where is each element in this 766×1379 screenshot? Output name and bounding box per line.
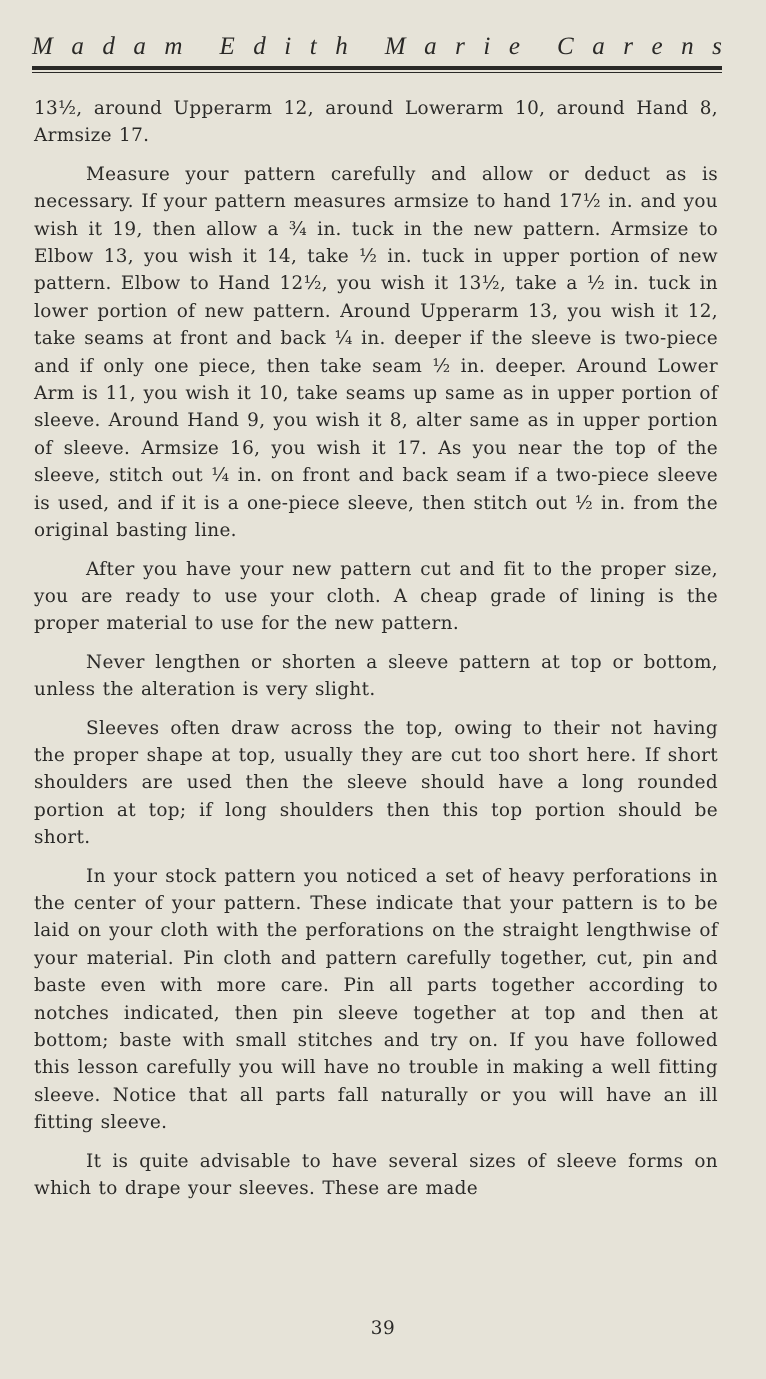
header-letter: d [102,33,115,60]
header-letter: i [284,33,292,60]
header-letter: m [164,33,183,60]
header-rule-thick [32,66,722,70]
paragraph-sleeves-draw: Sleeves often draw across the top, owing to their not having the proper shape at top, usually they are cut too short here. If short shoulders are used then the sleeve should have a long rounded portion at top; if long shoulders then this top portion should be short. [34,717,718,849]
header-letter: h [335,33,348,60]
header-letter: r [455,33,465,60]
header-letter: d [253,33,266,60]
paragraph-measure-pattern: Measure your pattern carefully and allow or deduct as is necessary. If your pattern measures armsize to hand 17½ in. and you wish it 19, then allow a ¾ in. tuck in the new pattern. Armsize to Elbow 13, you wish it 14, take ½ in. tuck in upper portion of new pattern. Elbow to Hand 12½, you wish it 13½, take a ½ in. tuck in lower portion of new pattern. Around Upperarm 13, you wish it 12, take seams at front and back ¼ in. deeper if the sleeve is two-piece and if only one piece, then take seam ½ in. deeper. Around Lower Arm is 11, you wish it 10, take seams up same as in upper portion of sleeve. Around Hand 9, you wish it 8, alter same as in upper portion of sleeve. Armsize 16, you wish it 17. As you near the top of the sleeve, stitch out ¼ in. on front and back seam if a two-piece sleeve is used, and if it is a one-piece sleeve, then stitch out ½ in. from the original basting line. [34,163,718,542]
header-letter: s [712,33,722,60]
running-head-title [32,30,722,64]
header-letter: a [424,33,437,60]
header-letter: a [71,33,84,60]
header-letter: a [133,33,146,60]
header-letter: E [219,33,235,60]
paragraph-new-pattern: After you have your new pattern cut and fit to the proper size, you are ready to use your cloth. A cheap grade of lining is the proper material to use for the new pattern. [34,558,718,635]
header-letter: M [384,33,406,60]
page-number: 39 [370,1318,396,1339]
header-rule-thin [32,72,722,73]
paragraph-sleeve-forms: It is quite advisable to have several sizes of sleeve forms on which to drape your sleeves. These are made [34,1150,718,1200]
header-letter: a [592,33,605,60]
header-letter: C [556,33,574,60]
running-header [32,30,722,64]
paragraph-continuation: 13½, around Upperarm 12, around Lowerarm 10, around Hand 8, Armsize 17. [34,98,718,147]
body-text [34,95,718,1202]
header-letter: n [681,33,694,60]
header-letter: e [651,33,663,60]
header-letter: r [623,33,633,60]
header-letter: M [32,33,53,60]
paragraph-never-lengthen: Never lengthen or shorten a sleeve pattern at top or bottom, unless the alteration is very slight. [34,651,718,701]
header-letter: t [309,33,317,60]
paragraph-stock-pattern: In your stock pattern you noticed a set of heavy perforations in the center of your pattern. These indicate that your pattern is to be laid on your cloth with the perforations on the straight lengthwise of your material. Pin cloth and pattern carefully together, cut, pin and baste even with more care. Pin all parts together according to notches indicated, then pin sleeve together at top and then at bottom; baste with small stitches and try on. If you have followed this lesson carefully you will have no trouble in making a well fitting sleeve. Notice that all parts fall naturally or you will have an ill fitting sleeve. [34,865,718,1134]
header-letter: e [508,33,520,60]
header-letter: i [483,33,491,60]
